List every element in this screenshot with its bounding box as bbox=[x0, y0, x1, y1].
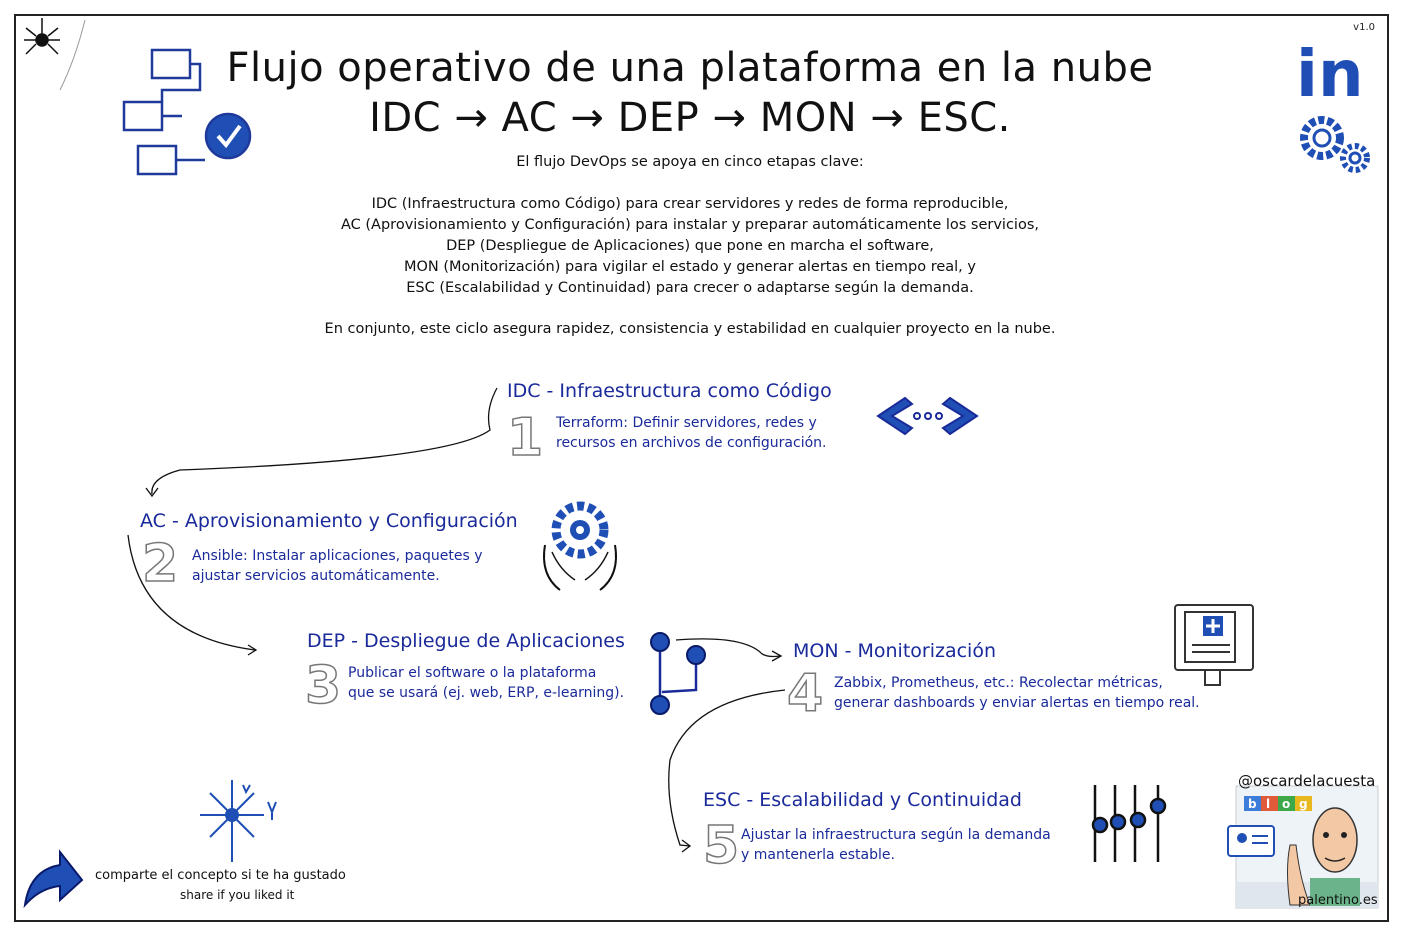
version-label: v1.0 bbox=[1353, 22, 1375, 33]
gears-icon bbox=[1304, 120, 1367, 170]
stage-1-number: 1 bbox=[507, 408, 544, 468]
svg-text:in: in bbox=[1296, 38, 1364, 112]
stage-2-desc-line-2: ajustar servicios automáticamente. bbox=[192, 568, 440, 584]
flow-connectors bbox=[128, 388, 785, 852]
svg-text:o: o bbox=[1282, 797, 1291, 811]
linkedin-icon bbox=[1296, 38, 1364, 112]
intro-line-2: AC (Aprovisionamiento y Configuración) para instalar y preparar automáticamente los servicios, bbox=[341, 217, 1039, 233]
stage-5-number: 5 bbox=[703, 816, 740, 876]
stage-2-desc-line-1: Ansible: Instalar aplicaciones, paquetes y bbox=[192, 548, 483, 564]
sliders-icon bbox=[1093, 785, 1165, 862]
share-text-en[interactable]: share if you liked it bbox=[180, 888, 295, 902]
share-text-es[interactable]: comparte el concepto si te ha gustado bbox=[95, 868, 346, 883]
git-branch-icon bbox=[651, 633, 705, 714]
author-handle: @oscardelacuesta bbox=[1238, 772, 1376, 790]
intro-lead: El flujo DevOps se apoya en cinco etapas clave: bbox=[516, 154, 864, 170]
intro-line-5: ESC (Escalabilidad y Continuidad) para crecer o adaptarse según la demanda. bbox=[406, 280, 974, 296]
stage-3-desc-line-1: Publicar el software o la plataforma bbox=[348, 665, 597, 681]
stage-5-desc-line-2: y mantenerla estable. bbox=[741, 847, 895, 863]
intro-line-1: IDC (Infraestructura como Código) para crear servidores y redes de forma reproducible, bbox=[371, 196, 1009, 212]
stage-3-desc-line-2: que se usará (ej. web, ERP, e-learning). bbox=[348, 685, 625, 701]
author-site[interactable]: palentino.es bbox=[1298, 893, 1378, 908]
page-subtitle-flow: IDC → AC → DEP → MON → ESC. bbox=[369, 95, 1011, 141]
page-title: Flujo operativo de una plataforma en la nube bbox=[226, 45, 1154, 91]
stage-4-desc-line-1: Zabbix, Prometheus, etc.: Recolectar métricas, bbox=[834, 675, 1163, 691]
network-icon bbox=[200, 780, 276, 862]
monitor-icon bbox=[1175, 605, 1253, 685]
stage-4-number: 4 bbox=[787, 664, 824, 724]
stage-5-title: ESC - Escalabilidad y Continuidad bbox=[703, 789, 1022, 811]
stage-4-title: MON - Monitorización bbox=[793, 640, 997, 662]
svg-text:b: b bbox=[1248, 797, 1257, 811]
sketch-line bbox=[60, 20, 85, 90]
code-brackets-icon bbox=[878, 398, 977, 434]
stage-5-desc-line-1: Ajustar la infraestructura según la demanda bbox=[741, 827, 1051, 843]
svg-text:g: g bbox=[1299, 797, 1308, 811]
stage-4-desc-line-2: generar dashboards y enviar alertas en tiempo real. bbox=[834, 695, 1200, 711]
stage-3-title: DEP - Despliegue de Aplicaciones bbox=[307, 630, 625, 652]
intro-line-3: DEP (Despliegue de Aplicaciones) que pone en marcha el software, bbox=[446, 238, 934, 254]
spider-icon bbox=[24, 18, 60, 54]
stage-2-number: 2 bbox=[142, 534, 179, 594]
intro-line-4: MON (Monitorización) para vigilar el estado y generar alertas en tiempo real, y bbox=[404, 259, 976, 275]
stage-2-title: AC - Aprovisionamiento y Configuración bbox=[140, 510, 518, 532]
gear-hands-icon bbox=[544, 506, 616, 590]
svg-text:l: l bbox=[1266, 797, 1271, 811]
stage-1-desc-line-2: recursos en archivos de configuración. bbox=[556, 435, 827, 451]
stage-1-desc-line-1: Terraform: Definir servidores, redes y bbox=[556, 415, 817, 431]
intro-conclusion: En conjunto, este ciclo asegura rapidez, consistencia y estabilidad en cualquier proyecto en la nube. bbox=[324, 321, 1056, 337]
blog-badge bbox=[1244, 796, 1312, 811]
stage-1-title: IDC - Infraestructura como Código bbox=[507, 380, 832, 402]
share-arrow-icon[interactable] bbox=[25, 852, 82, 905]
stage-3-number: 3 bbox=[305, 656, 342, 716]
